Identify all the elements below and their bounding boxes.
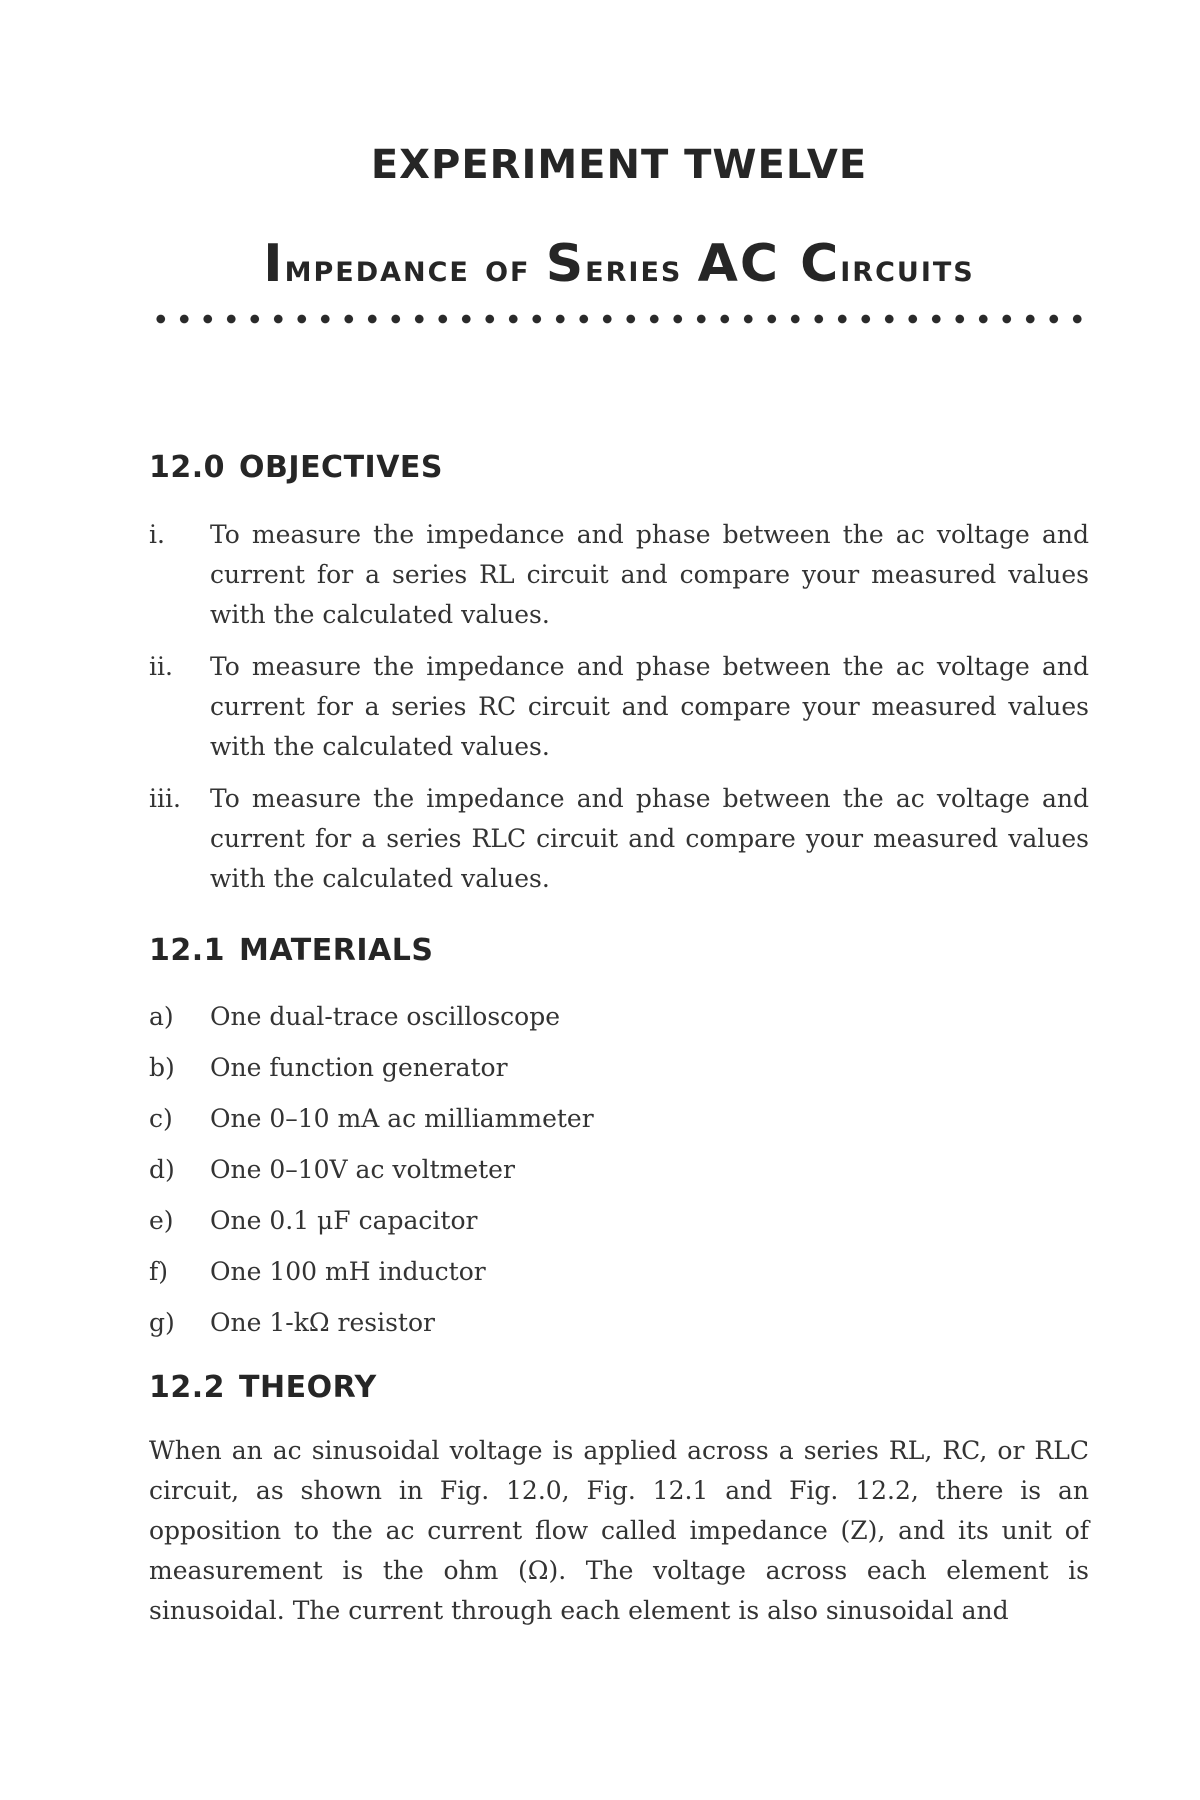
list-item [149,1303,1089,1354]
list-marker: a) [149,1002,174,1031]
section-title: THEORY [239,1370,377,1405]
list-item [149,647,1089,767]
list-text: One 0–10V ac voltmeter [210,1155,515,1184]
list-marker: c) [149,1104,173,1133]
theory-paragraph: When an ac sinusoidal voltage is applied across a series RL, RC, or RLC circuit, as shown in Fig. 12.0, Fig. 12.1 and Fig. 12.2, there is an opposition to the ac current flow called impedance (Z), and its unit of measurement is the ohm (Ω). The voltage across each element is sinusoidal. The current through each element is also sinusoidal and [149,1436,1089,1625]
list-item [149,997,1089,1048]
list-text: One 0–10 mA ac milliammeter [210,1104,594,1133]
list-marker: ii. [149,652,173,681]
list-marker: iii. [149,784,181,813]
list-text: One dual-trace oscilloscope [210,1002,561,1031]
section-title: OBJECTIVES [239,450,444,485]
list-marker: f) [149,1257,169,1286]
section-heading-objectives [149,450,443,485]
list-item [149,1201,1089,1252]
dotted-divider [149,312,1089,326]
list-text: One 100 mH inductor [210,1257,486,1286]
list-item [149,1150,1089,1201]
list-marker: g) [149,1308,175,1337]
list-text: One function generator [210,1053,508,1082]
objectives-list [149,515,1089,911]
title-initial: I [263,234,285,294]
section-title: MATERIALS [239,933,434,968]
list-text: To measure the impedance and phase between the ac voltage and current for a series RL circuit and compare your measured values with the calculated values. [210,520,1089,629]
title-initial: S [545,234,586,294]
list-marker: i. [149,520,165,549]
section-heading-theory [149,1370,377,1405]
section-number: 12.1 [149,933,226,968]
section-heading-materials [149,933,433,968]
chapter-title [149,234,1089,294]
section-number: 12.2 [149,1370,226,1405]
list-marker: b) [149,1053,175,1082]
list-text: To measure the impedance and phase between the ac voltage and current for a series RLC circuit and compare your measured values with the calculated values. [210,784,1089,893]
list-text: To measure the impedance and phase between the ac voltage and current for a series RC circuit and compare your measured values with the calculated values. [210,652,1089,761]
list-marker: d) [149,1155,175,1184]
list-text: One 0.1 μF capacitor [210,1206,478,1235]
experiment-label: EXPERIMENT TWELVE [370,142,868,188]
list-item [149,515,1089,635]
title-text: eries [585,246,698,290]
section-number: 12.0 [149,450,226,485]
title-text: ircuits [840,246,975,290]
list-marker: e) [149,1206,174,1235]
title-text: AC [697,234,801,294]
title-initial: C [800,234,841,294]
materials-list [149,997,1089,1354]
list-text: One 1-kΩ resistor [210,1308,435,1337]
list-item [149,1099,1089,1150]
list-item [149,1252,1089,1303]
list-item [149,779,1089,899]
title-text: mpedance of [284,246,546,290]
list-item [149,1048,1089,1099]
